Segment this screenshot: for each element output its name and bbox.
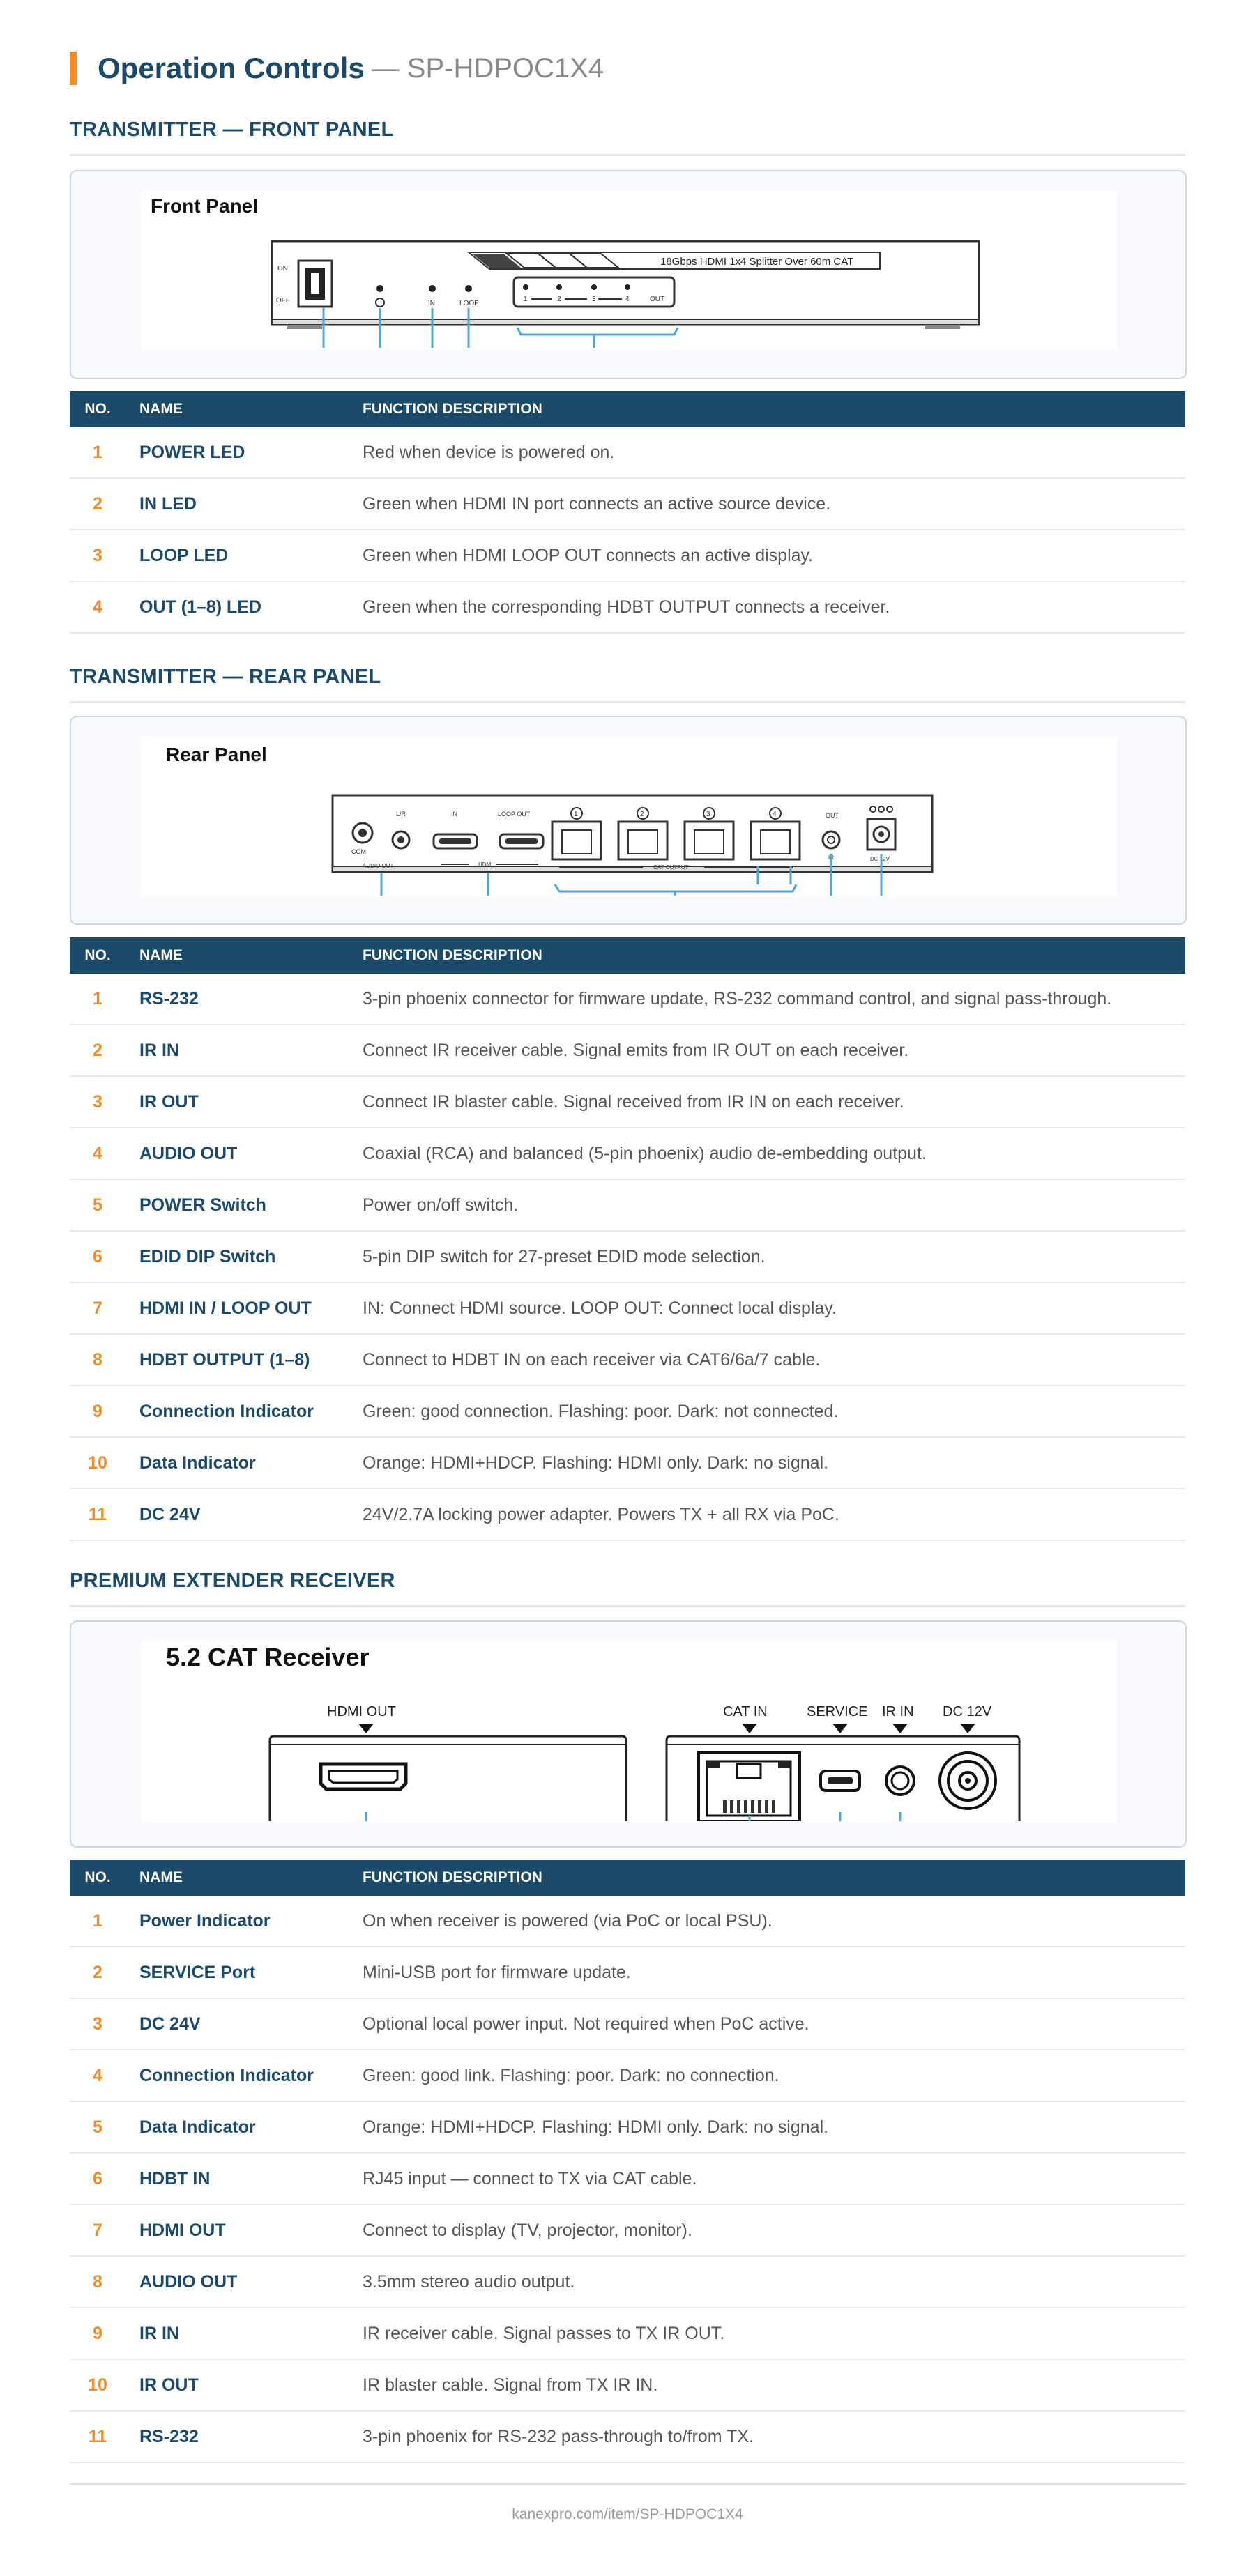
row-desc: IR receiver cable. Signal passes to TX IR OUT. xyxy=(363,2308,1185,2359)
page-title: Operation Controls xyxy=(98,52,365,84)
switch-on-label: ON xyxy=(277,265,288,273)
row-desc: Green: good link. Flashing: poor. Dark: no connection. xyxy=(363,2050,1185,2101)
header-name: NAME xyxy=(126,1860,363,1896)
cat-output-label: CAT OUTPUT xyxy=(653,864,689,871)
loop-led-label: LOOP xyxy=(459,300,479,307)
row-name: Data Indicator xyxy=(126,1437,363,1489)
row-desc: 3-pin phoenix for RS-232 pass-through to/from TX. xyxy=(363,2411,1185,2462)
row-no: 9 xyxy=(70,2308,126,2359)
row-desc: 5-pin DIP switch for 27-preset EDID mode selection. xyxy=(363,1231,1185,1282)
table-row xyxy=(70,1025,1185,1076)
row-no: 5 xyxy=(70,1179,126,1231)
page-header xyxy=(70,51,604,86)
row-no: 4 xyxy=(70,581,126,633)
front-panel-diagram xyxy=(141,191,1117,350)
service-label: SERVICE xyxy=(807,1704,868,1719)
row-no: 6 xyxy=(70,2153,126,2205)
table-row xyxy=(70,530,1185,581)
row-desc: Coaxial (RCA) and balanced (5-pin phoenix) audio de-embedding output. xyxy=(363,1128,1185,1179)
row-desc: Green when HDMI LOOP OUT connects an active display. xyxy=(363,530,1185,581)
table-row xyxy=(70,2101,1185,2153)
table-row xyxy=(70,2205,1185,2256)
row-no: 3 xyxy=(70,1998,126,2050)
row-name: POWER LED xyxy=(126,427,363,478)
table-header-row xyxy=(70,937,1185,974)
row-no: 1 xyxy=(70,427,126,478)
header-name: NAME xyxy=(126,391,363,427)
table-row xyxy=(70,1947,1185,1998)
section-front-panel-heading xyxy=(70,118,1185,156)
section-divider xyxy=(70,154,1185,156)
footer-link[interactable]: kanexpro.com/item/SP-HDPOC1X4 xyxy=(512,2506,743,2522)
row-desc: Connect IR blaster cable. Signal received from IR IN on each receiver. xyxy=(363,1076,1185,1128)
rear-panel-figure xyxy=(70,716,1187,925)
row-name: POWER Switch xyxy=(126,1179,363,1231)
row-name: Data Indicator xyxy=(126,2101,363,2153)
table-header-row xyxy=(70,1860,1185,1896)
switch-off-label: OFF xyxy=(276,297,290,305)
header-desc: FUNCTION DESCRIPTION xyxy=(363,1860,1185,1896)
table-row xyxy=(70,1076,1185,1128)
row-name: IN LED xyxy=(126,478,363,530)
row-name: IR IN xyxy=(126,2308,363,2359)
port3-label: 3 xyxy=(706,811,710,818)
row-desc: Connect to HDBT IN on each receiver via CAT6/6a/7 cable. xyxy=(363,1334,1185,1386)
row-name: EDID DIP Switch xyxy=(126,1231,363,1282)
row-desc: Green when HDMI IN port connects an active source device. xyxy=(363,478,1185,530)
row-desc: Orange: HDMI+HDCP. Flashing: HDMI only. Dark: no signal. xyxy=(363,1437,1185,1489)
port2-label: 2 xyxy=(640,811,644,818)
header-no: NO. xyxy=(70,1860,126,1896)
row-no: 8 xyxy=(70,1334,126,1386)
header-no: NO. xyxy=(70,391,126,427)
row-desc: On when receiver is powered (via PoC or local PSU). xyxy=(363,1896,1185,1947)
row-name: HDBT IN xyxy=(126,2153,363,2205)
row-no: 2 xyxy=(70,478,126,530)
front-panel-figure xyxy=(70,170,1187,379)
section-rear-panel-heading xyxy=(70,666,1185,703)
row-name: AUDIO OUT xyxy=(126,1128,363,1179)
row-desc: Mini-USB port for firmware update. xyxy=(363,1947,1185,1998)
page-subtitle: — SP-HDPOC1X4 xyxy=(371,52,604,84)
row-no: 4 xyxy=(70,1128,126,1179)
table-row xyxy=(70,581,1185,633)
section-title: TRANSMITTER — FRONT PANEL xyxy=(70,118,394,141)
table-row xyxy=(70,1334,1185,1386)
receiver-diagram xyxy=(141,1641,1117,1821)
row-no: 1 xyxy=(70,1896,126,1947)
row-name: HDMI OUT xyxy=(126,2205,363,2256)
receiver-image xyxy=(141,1641,1117,1821)
row-name: HDMI IN / LOOP OUT xyxy=(126,1282,363,1334)
row-desc: IR blaster cable. Signal from TX IR IN. xyxy=(363,2359,1185,2411)
table-row xyxy=(70,2153,1185,2205)
row-desc: Orange: HDMI+HDCP. Flashing: HDMI only. Dark: no signal. xyxy=(363,2101,1185,2153)
section-receiver-heading xyxy=(70,1570,1185,1607)
loop-out-label: LOOP OUT xyxy=(498,811,531,818)
callout-lines xyxy=(366,1812,900,1821)
rear-panel-diagram xyxy=(141,737,1117,897)
out2-label: 2 xyxy=(557,296,561,303)
receiver-table xyxy=(70,1860,1185,2463)
row-no: 1 xyxy=(70,974,126,1025)
table-row xyxy=(70,1386,1185,1437)
out3-label: 3 xyxy=(592,296,596,303)
row-desc: Red when device is powered on. xyxy=(363,427,1185,478)
table-header-row xyxy=(70,391,1185,427)
header-desc: FUNCTION DESCRIPTION xyxy=(363,937,1185,974)
table-row xyxy=(70,427,1185,478)
row-name: IR OUT xyxy=(126,1076,363,1128)
receiver-figure xyxy=(70,1620,1187,1848)
ir-out-label: OUT xyxy=(826,812,839,819)
row-no: 8 xyxy=(70,2256,126,2308)
row-name: DC 24V xyxy=(126,1489,363,1540)
section-title: PREMIUM EXTENDER RECEIVER xyxy=(70,1570,395,1592)
row-name: LOOP LED xyxy=(126,530,363,581)
audio-out-label: AUDIO OUT xyxy=(363,863,394,869)
table-row xyxy=(70,2359,1185,2411)
row-no: 2 xyxy=(70,1025,126,1076)
row-name: DC 24V xyxy=(126,1998,363,2050)
cat-in-label: CAT IN xyxy=(723,1704,768,1719)
row-desc: Power on/off switch. xyxy=(363,1179,1185,1231)
row-no: 7 xyxy=(70,1282,126,1334)
hdmi-out-label: HDMI OUT xyxy=(327,1704,396,1719)
row-desc: Connect to display (TV, projector, monitor). xyxy=(363,2205,1185,2256)
dc-label: DC 12V xyxy=(943,1704,992,1719)
row-desc: Green: good connection. Flashing: poor. Dark: not connected. xyxy=(363,1386,1185,1437)
row-name: RS-232 xyxy=(126,2411,363,2462)
row-name: Power Indicator xyxy=(126,1896,363,1947)
port4-label: 4 xyxy=(773,811,777,818)
front-panel-table xyxy=(70,391,1185,634)
table-row xyxy=(70,1128,1185,1179)
row-no: 6 xyxy=(70,1231,126,1282)
row-name: OUT (1–8) LED xyxy=(126,581,363,633)
row-desc: RJ45 input — connect to TX via CAT cable. xyxy=(363,2153,1185,2205)
row-desc: 3.5mm stereo audio output. xyxy=(363,2256,1185,2308)
table-row xyxy=(70,1998,1185,2050)
row-name: IR IN xyxy=(126,1025,363,1076)
figure-caption: 5.2 CAT Receiver xyxy=(166,1643,370,1671)
header-desc: FUNCTION DESCRIPTION xyxy=(363,391,1185,427)
row-desc: IN: Connect HDMI source. LOOP OUT: Connect local display. xyxy=(363,1282,1185,1334)
row-no: 10 xyxy=(70,1437,126,1489)
brand-label: 18Gbps HDMI 1x4 Splitter Over 60m CAT xyxy=(660,256,854,268)
header-no: NO. xyxy=(70,937,126,974)
header-name: NAME xyxy=(126,937,363,974)
out-label: OUT xyxy=(650,296,665,303)
row-desc: 24V/2.7A locking power adapter. Powers TX + all RX via PoC. xyxy=(363,1489,1185,1540)
table-row xyxy=(70,2411,1185,2462)
section-divider xyxy=(70,701,1185,703)
row-name: Connection Indicator xyxy=(126,2050,363,2101)
lr-label: L/R xyxy=(396,811,406,818)
table-row xyxy=(70,1896,1185,1947)
row-no: 11 xyxy=(70,2411,126,2462)
row-name: AUDIO OUT xyxy=(126,2256,363,2308)
table-row xyxy=(70,1437,1185,1489)
row-desc: Green when the corresponding HDBT OUTPUT connects a receiver. xyxy=(363,581,1185,633)
row-no: 7 xyxy=(70,2205,126,2256)
section-title: TRANSMITTER — REAR PANEL xyxy=(70,666,381,688)
figure-caption: Rear Panel xyxy=(166,744,267,765)
table-row xyxy=(70,1231,1185,1282)
row-name: HDBT OUTPUT (1–8) xyxy=(126,1334,363,1386)
row-name: IR OUT xyxy=(126,2359,363,2411)
title-accent-bar xyxy=(70,52,77,85)
table-row xyxy=(70,2050,1185,2101)
row-desc: Optional local power input. Not required when PoC active. xyxy=(363,1998,1185,2050)
row-no: 5 xyxy=(70,2101,126,2153)
hdmi-in-label: IN xyxy=(451,811,457,818)
table-row xyxy=(70,1179,1185,1231)
section-divider xyxy=(70,1605,1185,1607)
rear-panel-table xyxy=(70,937,1185,1541)
out1-label: 1 xyxy=(524,296,528,303)
row-no: 3 xyxy=(70,530,126,581)
ir-in-label: IR IN xyxy=(882,1704,914,1719)
table-row xyxy=(70,2256,1185,2308)
row-no: 2 xyxy=(70,1947,126,1998)
com-label: COM xyxy=(351,848,366,855)
dc-label: DC 12V xyxy=(870,856,890,862)
row-no: 9 xyxy=(70,1386,126,1437)
row-no: 4 xyxy=(70,2050,126,2101)
table-row xyxy=(70,1282,1185,1334)
figure-caption: Front Panel xyxy=(151,195,259,217)
table-row xyxy=(70,478,1185,530)
row-name: RS-232 xyxy=(126,974,363,1025)
row-desc: 3-pin phoenix connector for firmware update, RS-232 command control, and signal pass-through. xyxy=(363,974,1185,1025)
table-row xyxy=(70,974,1185,1025)
table-row xyxy=(70,1489,1185,1540)
ir-label: IR xyxy=(828,854,834,861)
row-name: SERVICE Port xyxy=(126,1947,363,1998)
out4-label: 4 xyxy=(625,296,630,303)
front-panel-image xyxy=(141,191,1117,350)
row-no: 10 xyxy=(70,2359,126,2411)
table-row xyxy=(70,2308,1185,2359)
rear-panel-image xyxy=(141,737,1117,897)
in-led-label: IN xyxy=(428,300,435,307)
row-name: Connection Indicator xyxy=(126,1386,363,1437)
footer-divider xyxy=(70,2483,1185,2485)
row-no: 11 xyxy=(70,1489,126,1540)
row-desc: Connect IR receiver cable. Signal emits from IR OUT on each receiver. xyxy=(363,1025,1185,1076)
hdmi-group-label: HDMI xyxy=(478,861,493,868)
port1-label: 1 xyxy=(574,811,578,818)
row-no: 3 xyxy=(70,1076,126,1128)
